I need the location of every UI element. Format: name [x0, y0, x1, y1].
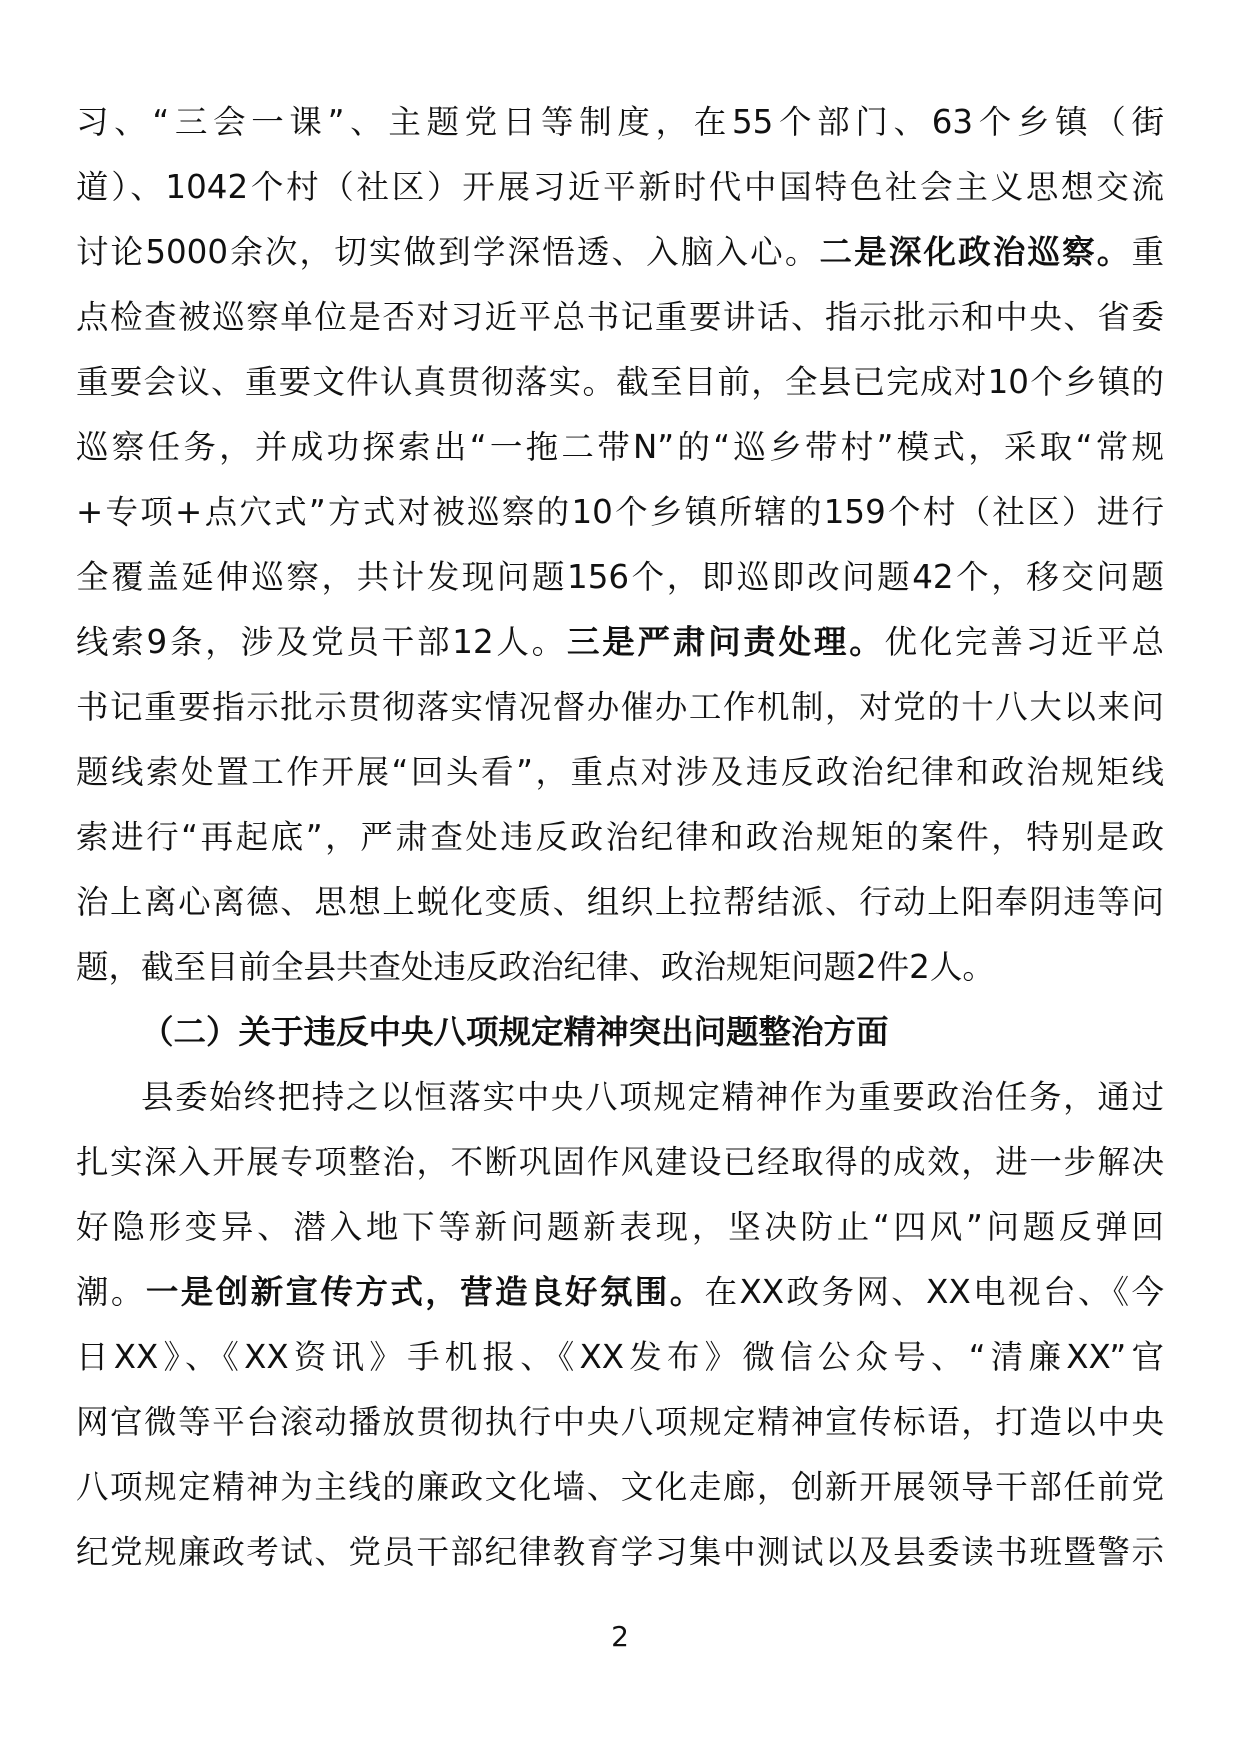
text-line [76, 415, 1164, 480]
text-run: 全覆盖延伸巡察，共计发现问题156个，即巡即改问题42个，移交问题 [76, 558, 1164, 596]
text-run: 县委始终把持之以恒落实中央八项规定精神作为重要政治任务，通过 [141, 1078, 1164, 1116]
text-line [76, 740, 1164, 805]
text-line [76, 350, 1164, 415]
text-run: 题，截至目前全县共查处违反政治纪律、政治规矩问题2件2人。 [76, 948, 995, 986]
text-run: 在XX政务网、XX电视台、《今 [704, 1273, 1164, 1311]
text-line [76, 545, 1164, 610]
text-run: 治上离心离德、思想上蜕化变质、组织上拉帮结派、行动上阳奉阴违等问 [76, 883, 1164, 921]
text-run: 好隐形变异、潜入地下等新问题新表现，坚决防止“四风”问题反弹回 [76, 1208, 1164, 1246]
emphasis-run: 二是深化政治巡察。 [819, 233, 1132, 271]
text-run: 线索9条，涉及党员干部12人。 [76, 623, 567, 661]
emphasis-run: 三是严肃问责处理。 [566, 623, 885, 661]
text-line [76, 220, 1164, 285]
text-run: 习、“三会一课”、主题党日等制度，在55个部门、63个乡镇（街 [76, 103, 1164, 141]
text-run: 日XX》、《XX资讯》手机报、《XX发布》微信公众号、“清廉XX”官 [76, 1338, 1164, 1376]
text-run: 优化完善习近平总 [884, 623, 1164, 661]
text-run: 潮。 [76, 1273, 146, 1311]
text-line [76, 1455, 1164, 1520]
emphasis-run: 一是创新宣传方式，营造良好氛围。 [145, 1273, 705, 1311]
text-run: 题线索处置工作开展“回头看”，重点对涉及违反政治纪律和政治规矩线 [76, 753, 1164, 791]
text-run: 书记重要指示批示贯彻落实情况督办催办工作机制，对党的十八大以来问 [76, 688, 1164, 726]
text-run: 道）、1042个村（社区）开展习近平新时代中国特色社会主义思想交流 [76, 168, 1164, 206]
text-line [76, 155, 1164, 220]
text-run: 重 [1131, 233, 1164, 271]
text-line [76, 610, 1164, 675]
text-line [76, 1325, 1164, 1390]
text-run: 索进行“再起底”，严肃查处违反政治纪律和政治规矩的案件，特别是政 [76, 818, 1164, 856]
text-line [76, 675, 1164, 740]
heading-text: （二）关于违反中央八项规定精神突出问题整治方面 [141, 1013, 889, 1051]
text-line [76, 1390, 1164, 1455]
text-line [76, 1130, 1164, 1195]
text-line [76, 90, 1164, 155]
text-run: 巡察任务，并成功探索出“一拖二带N”的“巡乡带村”模式，采取“常规 [76, 428, 1164, 466]
text-line [76, 870, 1164, 935]
page-number: 2 [611, 1620, 629, 1653]
text-run: 八项规定精神为主线的廉政文化墙、文化走廊，创新开展领导干部任前党 [76, 1468, 1164, 1506]
text-line [76, 285, 1164, 350]
text-line [76, 1195, 1164, 1260]
text-line [76, 935, 1164, 1000]
text-run: 扎实深入开展专项整治，不断巩固作风建设已经取得的成效，进一步解决 [76, 1143, 1164, 1181]
text-line [76, 1520, 1164, 1585]
text-run: 纪党规廉政考试、党员干部纪律教育学习集中测试以及县委读书班暨警示 [76, 1533, 1164, 1571]
document-body [76, 90, 1164, 1585]
text-line [76, 480, 1164, 545]
text-line [76, 1260, 1164, 1325]
text-line [76, 805, 1164, 870]
text-run: +专项+点穴式”方式对被巡察的10个乡镇所辖的159个村（社区）进行 [76, 493, 1164, 531]
text-run: 讨论5000余次，切实做到学深悟透、入脑入心。 [76, 233, 820, 271]
text-run: 点检查被巡察单位是否对习近平总书记重要讲话、指示批示和中央、省委 [76, 298, 1164, 336]
section-heading [76, 1000, 1164, 1065]
text-line [76, 1065, 1164, 1130]
text-run: 重要会议、重要文件认真贯彻落实。截至目前，全县已完成对10个乡镇的 [76, 363, 1164, 401]
text-run: 网官微等平台滚动播放贯彻执行中央八项规定精神宣传标语，打造以中央 [76, 1403, 1164, 1441]
